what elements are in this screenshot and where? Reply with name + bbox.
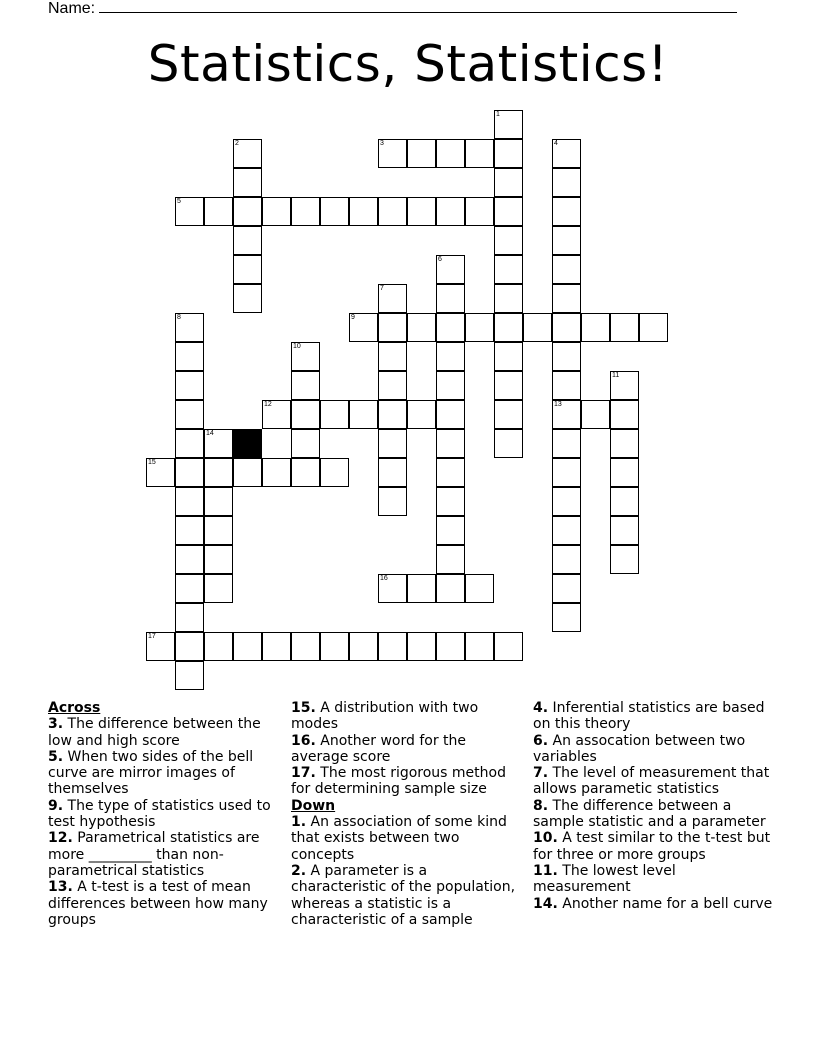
grid-cell[interactable] [494, 313, 523, 342]
grid-cell[interactable] [262, 400, 291, 429]
clue-number: 9 [351, 314, 355, 321]
grid-cell[interactable] [378, 458, 407, 487]
clue-down-10: 10. A test similar to the t-test but for three or more groups [533, 830, 771, 863]
grid-cell[interactable] [494, 110, 523, 139]
grid-cell[interactable] [436, 458, 465, 487]
clue-number: 7 [380, 285, 384, 292]
grid-cell[interactable] [291, 400, 320, 429]
grid-cell[interactable] [291, 429, 320, 458]
grid-cell[interactable] [175, 574, 204, 603]
clue-number: 16 [380, 575, 388, 582]
grid-cell[interactable] [146, 632, 175, 661]
grid-cell[interactable] [552, 429, 581, 458]
clue-number: 8 [177, 314, 181, 321]
grid-cell[interactable] [378, 429, 407, 458]
grid-cell[interactable] [175, 197, 204, 226]
clue-number: 2 [235, 140, 239, 147]
clue-across-15: 15. A distribution with two modes [291, 700, 479, 733]
grid-cell[interactable] [436, 139, 465, 168]
clue-across-12: 12. Parametrical statistics are more _________ than non-parametrical statistics [48, 830, 260, 879]
grid-cell[interactable] [465, 197, 494, 226]
grid-cell[interactable] [436, 487, 465, 516]
grid-cell[interactable] [494, 400, 523, 429]
clue-across-3: 3. The difference between the low and high score [48, 716, 261, 749]
grid-cell[interactable] [175, 371, 204, 400]
grid-cell[interactable] [378, 371, 407, 400]
clues-column-3 [533, 700, 773, 912]
grid-cell[interactable] [494, 139, 523, 168]
grid-cell[interactable] [291, 197, 320, 226]
grid-cell[interactable] [378, 284, 407, 313]
grid-cell[interactable] [204, 632, 233, 661]
grid-cell[interactable] [233, 458, 262, 487]
grid-cell[interactable] [320, 458, 349, 487]
grid-cell[interactable] [204, 487, 233, 516]
clue-down-7: 7. The level of measurement that allows parametic statistics [533, 765, 770, 798]
grid-cell[interactable] [204, 197, 233, 226]
grid-cell[interactable] [175, 313, 204, 342]
grid-cell[interactable] [436, 400, 465, 429]
grid-cell[interactable] [610, 313, 639, 342]
grid-cell[interactable] [233, 255, 262, 284]
grid-cell[interactable] [552, 400, 581, 429]
grid-cell[interactable] [175, 545, 204, 574]
grid-cell[interactable] [552, 226, 581, 255]
clue-number: 14 [206, 430, 214, 437]
clue-across-9: 9. The type of statistics used to test hypothesis [48, 797, 271, 831]
clue-across-16: 16. Another word for the average score [291, 732, 467, 765]
grid-cell[interactable] [581, 400, 610, 429]
grid-cell[interactable] [552, 313, 581, 342]
grid-cell[interactable] [610, 429, 639, 458]
clues-column-1 [48, 700, 280, 928]
grid-cell[interactable] [581, 313, 610, 342]
grid-cell[interactable] [233, 139, 262, 168]
grid-cell[interactable] [610, 371, 639, 400]
grid-cell[interactable] [494, 168, 523, 197]
grid-cell[interactable] [436, 429, 465, 458]
grid-cell[interactable] [610, 516, 639, 545]
grid-cell[interactable] [407, 139, 436, 168]
grid-cell[interactable] [233, 284, 262, 313]
grid-cell[interactable] [175, 632, 204, 661]
grid-cell[interactable] [436, 197, 465, 226]
grid-cell[interactable] [436, 255, 465, 284]
grid-cell[interactable] [465, 632, 494, 661]
grid-cell[interactable] [552, 168, 581, 197]
blocked-cell [233, 429, 262, 458]
grid-cell[interactable] [378, 197, 407, 226]
grid-cell[interactable] [146, 458, 175, 487]
grid-cell[interactable] [175, 661, 204, 690]
clue-down-2: 2. A parameter is a characteristic of the population, whereas a statistic is a characteristic of a sample [291, 862, 516, 928]
grid-cell[interactable] [320, 400, 349, 429]
clue-across-5: 5. When two sides of the bell curve are mirror images of themselves [48, 748, 254, 798]
grid-cell[interactable] [436, 371, 465, 400]
grid-cell[interactable] [407, 400, 436, 429]
grid-cell[interactable] [552, 371, 581, 400]
grid-cell[interactable] [233, 197, 262, 226]
clue-number: 15 [148, 459, 156, 466]
grid-cell[interactable] [494, 632, 523, 661]
grid-cell[interactable] [175, 487, 204, 516]
grid-cell[interactable] [552, 487, 581, 516]
grid-cell[interactable] [349, 313, 378, 342]
grid-cell[interactable] [610, 545, 639, 574]
grid-cell[interactable] [494, 255, 523, 284]
grid-cell[interactable] [175, 516, 204, 545]
grid-cell[interactable] [494, 197, 523, 226]
grid-cell[interactable] [552, 284, 581, 313]
grid-cell[interactable] [436, 632, 465, 661]
grid-cell[interactable] [552, 574, 581, 603]
grid-cell[interactable] [494, 429, 523, 458]
grid-cell[interactable] [378, 139, 407, 168]
grid-cell[interactable] [436, 313, 465, 342]
grid-cell[interactable] [349, 400, 378, 429]
grid-cell[interactable] [204, 458, 233, 487]
grid-cell[interactable] [262, 632, 291, 661]
grid-cell[interactable] [378, 342, 407, 371]
grid-cell[interactable] [436, 545, 465, 574]
grid-cell[interactable] [552, 342, 581, 371]
grid-cell[interactable] [494, 284, 523, 313]
grid-cell[interactable] [552, 139, 581, 168]
grid-cell[interactable] [552, 545, 581, 574]
grid-cell[interactable] [639, 313, 668, 342]
clue-number: 1 [496, 111, 500, 118]
clue-number: 3 [380, 140, 384, 147]
grid-cell[interactable] [175, 603, 204, 632]
clue-number: 4 [554, 140, 558, 147]
clue-down-14: 14. Another name for a bell curve [533, 895, 773, 912]
grid-cell[interactable] [262, 458, 291, 487]
grid-cell[interactable] [175, 400, 204, 429]
grid-cell[interactable] [349, 632, 378, 661]
clue-number: 6 [438, 256, 442, 263]
clue-across-17: 17. The most rigorous method for determining sample size [291, 765, 506, 798]
grid-cell[interactable] [436, 342, 465, 371]
grid-cell[interactable] [291, 458, 320, 487]
grid-cell[interactable] [291, 371, 320, 400]
grid-cell[interactable] [610, 487, 639, 516]
name-label: Name: [48, 0, 96, 17]
down-heading: Down [291, 797, 336, 814]
grid-cell[interactable] [407, 313, 436, 342]
grid-cell[interactable] [320, 632, 349, 661]
clue-down-6: 6. An assocation between two variables [533, 732, 746, 765]
grid-cell[interactable] [552, 255, 581, 284]
grid-cell[interactable] [552, 458, 581, 487]
grid-cell[interactable] [552, 603, 581, 632]
across-heading: Across [48, 700, 101, 716]
grid-cell[interactable] [291, 632, 320, 661]
grid-cell[interactable] [494, 226, 523, 255]
grid-cell[interactable] [465, 139, 494, 168]
grid-cell[interactable] [378, 400, 407, 429]
grid-cell[interactable] [175, 458, 204, 487]
grid-cell[interactable] [407, 197, 436, 226]
grid-cell[interactable] [349, 197, 378, 226]
grid-cell[interactable] [552, 197, 581, 226]
grid-cell[interactable] [436, 574, 465, 603]
grid-cell[interactable] [378, 574, 407, 603]
grid-cell[interactable] [407, 632, 436, 661]
grid-cell[interactable] [378, 487, 407, 516]
grid-cell[interactable] [494, 371, 523, 400]
clue-down-1: 1. An association of some kind that exists between two concepts [291, 814, 507, 863]
clue-number: 10 [293, 343, 301, 350]
clues-column-2 [291, 700, 523, 928]
grid-cell[interactable] [233, 226, 262, 255]
grid-cell[interactable] [233, 632, 262, 661]
clue-number: 11 [612, 372, 620, 379]
grid-cell[interactable] [436, 284, 465, 313]
grid-cell[interactable] [204, 516, 233, 545]
grid-cell[interactable] [523, 313, 552, 342]
grid-cell[interactable] [552, 516, 581, 545]
clue-number: 12 [264, 401, 272, 408]
grid-cell[interactable] [233, 168, 262, 197]
grid-cell[interactable] [175, 429, 204, 458]
clue-down-8: 8. The difference between a sample statistic and a parameter [533, 797, 766, 831]
clue-number: 13 [554, 401, 562, 408]
grid-cell[interactable] [378, 313, 407, 342]
grid-cell[interactable] [291, 342, 320, 371]
grid-cell[interactable] [262, 197, 291, 226]
grid-cell[interactable] [407, 574, 436, 603]
clue-down-11: 11. The lowest level measurement [533, 862, 676, 896]
grid-cell[interactable] [320, 197, 349, 226]
grid-cell[interactable] [610, 400, 639, 429]
grid-cell[interactable] [204, 574, 233, 603]
grid-cell[interactable] [175, 342, 204, 371]
grid-cell[interactable] [465, 574, 494, 603]
grid-cell[interactable] [610, 458, 639, 487]
grid-cell[interactable] [378, 632, 407, 661]
grid-cell[interactable] [204, 429, 233, 458]
grid-cell[interactable] [204, 545, 233, 574]
grid-cell[interactable] [436, 516, 465, 545]
grid-cell[interactable] [465, 313, 494, 342]
clue-down-4: 4. Inferential statistics are based on this theory [533, 700, 765, 733]
clue-number: 5 [177, 198, 181, 205]
clue-across-13: 13. A t-test is a test of mean differences between how many groups [48, 879, 268, 928]
clue-number: 17 [148, 633, 156, 640]
grid-cell[interactable] [494, 342, 523, 371]
page-title: Statistics, Statistics! [147, 35, 669, 93]
